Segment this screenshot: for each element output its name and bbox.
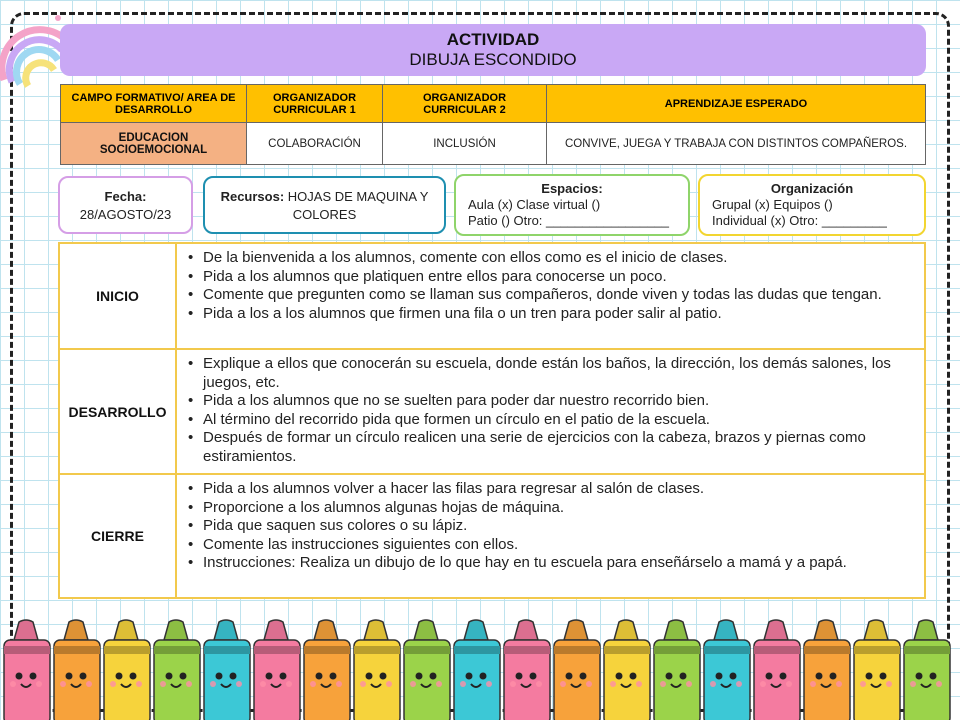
section-label-inicio: INICIO: [59, 243, 176, 349]
section-content-desarrollo: [176, 349, 925, 474]
crayon-border-decoration: [0, 618, 960, 720]
list-item: • Instrucciones: Realiza un dibujo de lo que hay en tu escuela para enseñárselo a mamá y a papá.: [187, 554, 916, 573]
crayon-icon: [154, 620, 200, 720]
list-item: • Después de formar un círculo realicen una serie de ejercicios con la cabeza, brazos y piernas como estiramientos.: [187, 429, 916, 466]
fecha-value: 28/AGOSTO/23: [79, 207, 172, 222]
activity-title: ACTIVIDAD: [446, 30, 540, 49]
crayon-icon: [254, 620, 300, 720]
crayon-icon: [654, 620, 700, 720]
curriculum-table: [60, 84, 926, 165]
section-row-desarrollo: [59, 349, 925, 474]
list-item: • Pida a los alumnos volver a hacer las filas para regresar al salón de clases.: [187, 480, 916, 499]
recursos-value: HOJAS DE MAQUINA Y COLORES: [287, 189, 429, 222]
organizacion-box: [698, 174, 926, 236]
list-item: • De la bienvenida a los alumnos, comente con ellos como es el inicio de clases.: [187, 249, 916, 268]
crayon-icon: [4, 620, 50, 720]
crayon-icon: [804, 620, 850, 720]
header-campo-formativo: CAMPO FORMATIVO/ AREA DE DESARROLLO: [61, 85, 247, 123]
section-content-inicio: [176, 243, 925, 349]
value-campo-formativo: EDUCACION SOCIOEMOCIONAL: [61, 123, 247, 165]
header-aprendizaje-esperado: APRENDIZAJE ESPERADO: [547, 85, 926, 123]
activity-header: [60, 24, 926, 76]
espacios-line-2: Patio () Otro: _________________: [468, 213, 669, 228]
list-item: • Comente que pregunten como se llaman sus compañeros, donde viven y todas las dudas que tengan.: [187, 286, 916, 305]
recursos-label: Recursos:: [220, 189, 285, 204]
crayon-icon: [354, 620, 400, 720]
recursos-box: [203, 176, 446, 234]
header-organizador-1: ORGANIZADOR CURRICULAR 1: [247, 85, 383, 123]
list-item: • Pida a los alumnos que no se suelten para poder dar nuestro recorrido bien.: [187, 392, 916, 411]
crayon-icon: [504, 620, 550, 720]
activity-name: DIBUJA ESCONDIDO: [409, 50, 577, 69]
list-item: • Pida que saquen sus colores o su lápiz.: [187, 517, 916, 536]
organizacion-label: Organización: [770, 181, 854, 196]
value-organizador-1: COLABORACIÓN: [247, 123, 383, 165]
value-organizador-2: INCLUSIÓN: [383, 123, 547, 165]
section-row-cierre: [59, 474, 925, 598]
value-aprendizaje-esperado: CONVIVE, JUEGA Y TRABAJA CON DISTINTOS COMPAÑEROS.: [547, 123, 926, 165]
section-label-cierre: CIERRE: [59, 474, 176, 598]
organizacion-line-1: Grupal (x) Equipos (): [712, 197, 833, 212]
crayon-icon: [704, 620, 750, 720]
crayon-icon: [304, 620, 350, 720]
section-row-inicio: [59, 243, 925, 349]
crayon-icon: [54, 620, 100, 720]
organizacion-line-2: Individual (x) Otro: _________: [712, 213, 887, 228]
crayon-icon: [904, 620, 950, 720]
crayon-icon: [454, 620, 500, 720]
list-item: • Pida a los alumnos que platiquen entre ellos para conocerse un poco.: [187, 268, 916, 287]
header-organizador-2: ORGANIZADOR CURRICULAR 2: [383, 85, 547, 123]
espacios-line-1: Aula (x) Clase virtual (): [468, 197, 601, 212]
crayon-icon: [404, 620, 450, 720]
crayon-icon: [754, 620, 800, 720]
crayon-icon: [554, 620, 600, 720]
list-item: • Comente las instrucciones siguientes con ellos.: [187, 536, 916, 555]
crayon-icon: [604, 620, 650, 720]
espacios-box: [454, 174, 690, 236]
crayon-icon: [104, 620, 150, 720]
espacios-label: Espacios:: [541, 181, 603, 196]
list-item: • Pida a los a los alumnos que firmen una fila o un tren para poder salir al patio.: [187, 305, 916, 324]
list-item: • Explique a ellos que conocerán su escuela, donde están los baños, la dirección, los demás salones, los juegos, etc.: [187, 355, 916, 392]
crayon-icon: [854, 620, 900, 720]
fecha-label: Fecha:: [104, 189, 147, 204]
list-item: • Al término del recorrido pida que formen un círculo en el patio de la escuela.: [187, 411, 916, 430]
section-content-cierre: [176, 474, 925, 598]
crayon-icon: [204, 620, 250, 720]
activity-sections-table: [58, 242, 926, 599]
fecha-box: [58, 176, 193, 234]
section-label-desarrollo: DESARROLLO: [59, 349, 176, 474]
list-item: • Proporcione a los alumnos algunas hojas de máquina.: [187, 499, 916, 518]
